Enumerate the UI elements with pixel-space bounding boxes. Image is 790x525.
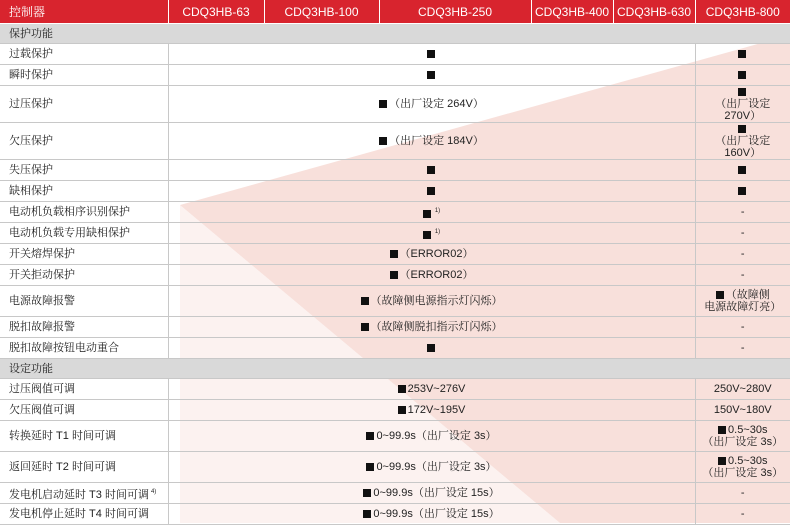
shared-value-cell — [168, 504, 695, 525]
shared-value-cell — [168, 65, 695, 86]
shared-value-cell — [168, 483, 695, 504]
shared-value-cell — [168, 86, 695, 123]
shared-value-cell — [168, 44, 695, 65]
shared-value-cell — [168, 379, 695, 400]
filled-square-icon — [390, 250, 398, 258]
section-row — [0, 359, 790, 379]
shared-value-text: 172V~195V — [407, 404, 466, 416]
model-header: CDQ3HB-63 — [168, 0, 264, 24]
filled-square-icon — [390, 271, 398, 279]
table-row — [0, 452, 790, 483]
table-row — [0, 317, 790, 338]
row-label — [0, 483, 168, 504]
shared-value-cell — [168, 123, 695, 160]
row-label — [0, 160, 168, 181]
row-label — [0, 223, 168, 244]
table-row — [0, 160, 790, 181]
row-label-text: 过压阀值可调 — [9, 383, 75, 395]
row-label-text: 失压保护 — [9, 164, 53, 176]
section-row — [0, 24, 790, 44]
cdq3hb-800-cell — [695, 265, 790, 286]
shared-value-text: （故障侧脱扣指示灯闪烁） — [370, 321, 503, 333]
shared-value-cell — [168, 244, 695, 265]
row-label — [0, 44, 168, 65]
row-label — [0, 202, 168, 223]
cell-line — [700, 86, 787, 98]
row-label-text: 欠压保护 — [9, 135, 53, 147]
cell-text: - — [740, 487, 745, 499]
table-row — [0, 504, 790, 525]
cell-text: 0.5~30s — [728, 424, 768, 436]
cdq3hb-800-cell — [695, 86, 790, 123]
shared-value-cell — [168, 265, 695, 286]
row-label — [0, 421, 168, 452]
cell-text: - — [740, 508, 745, 520]
filled-square-icon — [427, 50, 435, 58]
footnote-marker: 1) — [434, 228, 441, 235]
filled-square-icon — [363, 489, 371, 497]
shared-value-cell — [168, 181, 695, 202]
cdq3hb-800-cell — [695, 504, 790, 525]
cdq3hb-800-cell — [695, 483, 790, 504]
filled-square-icon — [379, 100, 387, 108]
row-label-text: 脱扣故障按钮电动重合 — [9, 342, 119, 354]
filled-square-icon — [366, 463, 374, 471]
section-title: 设定功能 — [0, 359, 790, 379]
filled-square-icon — [398, 406, 406, 414]
table-row — [0, 123, 790, 160]
shared-value-text: 0~99.9s（出厂设定 3s） — [376, 430, 497, 442]
footnote-marker: 1) — [434, 207, 441, 214]
shared-value-text: （出厂设定 264V） — [389, 98, 484, 110]
table-row — [0, 202, 790, 223]
cdq3hb-800-cell — [695, 452, 790, 483]
row-label — [0, 181, 168, 202]
cell-text: 0.5~30s — [728, 455, 768, 467]
shared-value-text: （ERROR02） — [399, 269, 474, 281]
cdq3hb-800-cell — [695, 65, 790, 86]
cdq3hb-800-cell — [695, 379, 790, 400]
cell-line: （出厂设定 3s） — [702, 467, 784, 479]
cell-text: - — [740, 342, 745, 354]
footnote-marker: 4) — [150, 488, 157, 495]
cdq3hb-800-cell — [695, 223, 790, 244]
shared-value-text: 0~99.9s（出厂设定 15s） — [373, 487, 500, 499]
row-label — [0, 504, 168, 525]
row-label-text: 开关熔焊保护 — [9, 248, 75, 260]
shared-value-cell — [168, 338, 695, 359]
row-label-text: 缺相保护 — [9, 185, 53, 197]
cdq3hb-800-cell — [695, 400, 790, 421]
filled-square-icon — [379, 137, 387, 145]
table-row — [0, 223, 790, 244]
filled-square-icon — [716, 291, 724, 299]
filled-square-icon — [427, 166, 435, 174]
table-row — [0, 421, 790, 452]
cell-text: （出厂设定 270V） — [715, 98, 771, 122]
model-header: CDQ3HB-400 — [531, 0, 613, 24]
row-label-text: 转换延时 T1 时间可调 — [9, 430, 116, 442]
cell-text: 250V~280V — [713, 383, 772, 395]
table-row — [0, 400, 790, 421]
table-row — [0, 65, 790, 86]
cell-text: - — [740, 206, 745, 218]
table-row — [0, 379, 790, 400]
cell-text: - — [740, 248, 745, 260]
shared-value-cell — [168, 400, 695, 421]
table-row — [0, 181, 790, 202]
cdq3hb-800-cell — [695, 338, 790, 359]
cell-line: （出厂设定 3s） — [702, 436, 784, 448]
row-label — [0, 338, 168, 359]
row-label — [0, 379, 168, 400]
filled-square-icon — [738, 187, 746, 195]
model-header: CDQ3HB-250 — [379, 0, 531, 24]
table-row — [0, 44, 790, 65]
row-label-text: 电动机负载专用缺相保护 — [9, 227, 130, 239]
cdq3hb-800-cell — [695, 160, 790, 181]
shared-value-cell — [168, 286, 695, 317]
row-label-text: 瞬时保护 — [9, 69, 53, 81]
row-label — [0, 86, 168, 123]
cdq3hb-800-cell — [695, 123, 790, 160]
filled-square-icon — [363, 510, 371, 518]
row-label-text: 开关拒动保护 — [9, 269, 75, 281]
section-title: 保护功能 — [0, 24, 790, 44]
cell-line — [700, 289, 787, 301]
shared-value-text: （ERROR02） — [399, 248, 474, 260]
filled-square-icon — [738, 125, 746, 133]
row-label-text: 脱扣故障报警 — [9, 321, 75, 333]
filled-square-icon — [718, 457, 726, 465]
filled-square-icon — [427, 187, 435, 195]
filled-square-icon — [361, 323, 369, 331]
filled-square-icon — [427, 344, 435, 352]
row-label — [0, 123, 168, 160]
cell-line — [700, 455, 787, 467]
cell-text: （故障侧 — [725, 289, 770, 301]
shared-value-text: 0~99.9s（出厂设定 15s） — [373, 508, 500, 520]
row-label — [0, 244, 168, 265]
model-header: CDQ3HB-100 — [264, 0, 379, 24]
filled-square-icon — [738, 71, 746, 79]
row-label-text: 发电机停止延时 T4 时间可调 — [9, 508, 149, 520]
table-row — [0, 483, 790, 504]
cell-text: - — [740, 227, 745, 239]
row-label-text: 电动机负载相序识别保护 — [9, 206, 130, 218]
filled-square-icon — [738, 166, 746, 174]
filled-square-icon — [738, 88, 746, 96]
filled-square-icon — [427, 71, 435, 79]
row-label-text: 过载保护 — [9, 48, 53, 60]
table-row — [0, 244, 790, 265]
row-label — [0, 65, 168, 86]
cell-text: 150V~180V — [713, 404, 772, 416]
shared-value-cell — [168, 202, 695, 223]
filled-square-icon — [423, 210, 431, 218]
row-label-text: 返回延时 T2 时间可调 — [9, 461, 116, 473]
row-label-text: 过压保护 — [9, 98, 53, 110]
row-label-text: 发电机启动延时 T3 时间可调 — [9, 488, 149, 501]
shared-value-text: 253V~276V — [407, 383, 466, 395]
row-label — [0, 317, 168, 338]
cdq3hb-800-cell — [695, 317, 790, 338]
cdq3hb-800-cell — [695, 421, 790, 452]
cdq3hb-800-cell — [695, 244, 790, 265]
table-row — [0, 338, 790, 359]
shared-value-cell — [168, 223, 695, 244]
row-label — [0, 452, 168, 483]
cdq3hb-800-cell — [695, 44, 790, 65]
row-label — [0, 265, 168, 286]
cdq3hb-800-cell — [695, 181, 790, 202]
cell-text: （出厂设定 160V） — [715, 135, 771, 159]
row-label-text: 欠压阀值可调 — [9, 404, 75, 416]
shared-value-cell — [168, 160, 695, 181]
table-row — [0, 265, 790, 286]
cell-line — [700, 424, 787, 436]
shared-value-text: 0~99.9s（出厂设定 3s） — [376, 461, 497, 473]
table-row — [0, 286, 790, 317]
header-corner: 控制器 — [0, 0, 168, 24]
cell-line — [700, 123, 787, 135]
model-header: CDQ3HB-800 — [695, 0, 790, 24]
row-label — [0, 400, 168, 421]
model-header: CDQ3HB-630 — [613, 0, 695, 24]
filled-square-icon — [366, 432, 374, 440]
cell-text: - — [740, 269, 745, 281]
shared-value-text: （出厂设定 184V） — [389, 135, 484, 147]
filled-square-icon — [398, 385, 406, 393]
cdq3hb-800-cell — [695, 286, 790, 317]
row-label — [0, 286, 168, 317]
filled-square-icon — [718, 426, 726, 434]
row-label-text: 电源故障报警 — [9, 295, 75, 307]
filled-square-icon — [361, 297, 369, 305]
shared-value-text: （故障侧电源指示灯闪烁） — [370, 295, 503, 307]
filled-square-icon — [738, 50, 746, 58]
cdq3hb-800-cell — [695, 202, 790, 223]
shared-value-cell — [168, 452, 695, 483]
filled-square-icon — [423, 231, 431, 239]
cell-line: 电源故障灯亮） — [704, 301, 782, 313]
shared-value-cell — [168, 317, 695, 338]
header-row — [0, 0, 790, 24]
cell-text: - — [740, 321, 745, 333]
shared-value-cell — [168, 421, 695, 452]
table-row — [0, 86, 790, 123]
